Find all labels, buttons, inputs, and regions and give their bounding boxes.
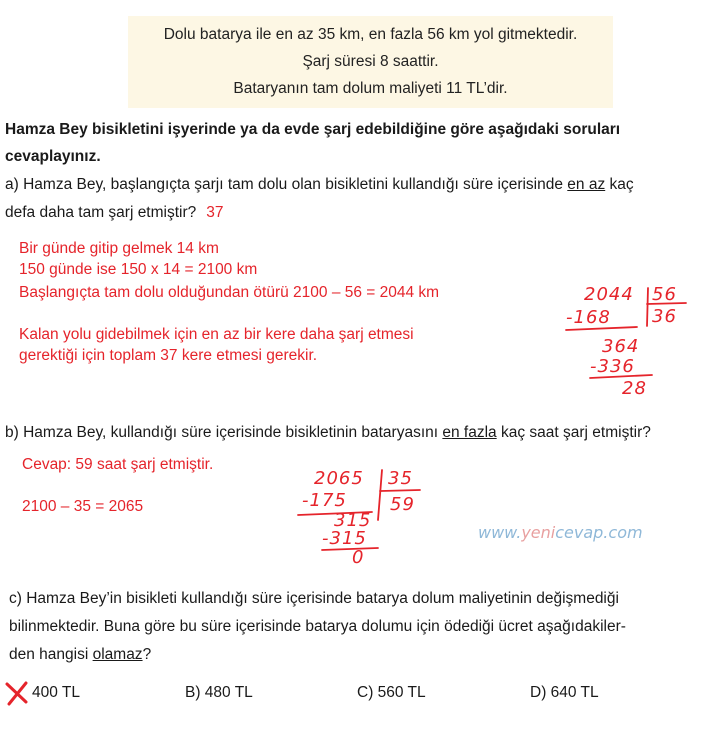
question-a-answer: 37 [206, 204, 224, 221]
div-a-quotient-line [647, 303, 686, 304]
div-b-divisor: 35 [388, 468, 413, 489]
div-b-quotient: 59 [390, 494, 415, 515]
div-b-vertical-line [378, 470, 382, 520]
option-d[interactable]: D) 640 TL [530, 684, 599, 701]
note-line-2: gerektiği için toplam 37 kere etmesi gerekir. [19, 347, 318, 364]
watermark-part-1: www. [478, 523, 522, 542]
intro-line-1: Hamza Bey bisikletini işyerinde ya da evde şarj edebildiğine göre aşağıdaki soruları [5, 121, 621, 138]
div-b-quotient-line [380, 490, 420, 491]
div-b-dividend: 2065 [314, 468, 364, 489]
question-c-line-3 [9, 646, 151, 664]
question-c-line-2: bilinmektedir. Buna göre bu süre içerisinde batarya dolumu için ödediği ücret aşağıdakiler- [9, 618, 626, 635]
question-a-underlined: en az [567, 176, 606, 193]
div-b-rem2: 0 [352, 547, 365, 568]
div-a-dividend: 2044 [584, 284, 634, 305]
question-b-answer: Cevap: 59 saat şarj etmiştir. [22, 456, 214, 473]
watermark-part-3: cevap.com [555, 523, 643, 542]
question-c-line-3-prefix: den hangisi [9, 646, 93, 663]
div-a-sub1: -168 [566, 307, 611, 328]
question-c-line-1: c) Hamza Bey’in bisikleti kullandığı süre içerisinde batarya dolum maliyetinin değişmediği [9, 590, 619, 607]
div-b-sub1: -175 [302, 490, 347, 511]
intro-line-2: cevaplayınız. [5, 148, 101, 165]
info-line-cost: Bataryanın tam dolum maliyeti 11 TL’dir. [233, 80, 508, 97]
option-b[interactable]: B) 480 TL [185, 684, 253, 701]
div-a-rem1: 364 [602, 336, 640, 357]
div-a-sub1-line [566, 327, 637, 330]
question-c-line-3-suffix: ? [142, 646, 152, 663]
question-b-prefix: b) Hamza Bey, kullandığı süre içerisinde bisikletinin bataryasını [5, 424, 443, 441]
div-b-sub2: -315 [322, 528, 367, 549]
div-a-sub2: -336 [590, 356, 635, 377]
question-b-underlined: en fazla [442, 424, 497, 441]
work-line-1: Bir günde gitip gelmek 14 km [19, 240, 219, 257]
work-line-3: Başlangıçta tam dolu olduğundan ötürü 2100 – 56 = 2044 km [19, 284, 440, 301]
div-a-vertical-line [647, 288, 648, 326]
div-a-divisor: 56 [652, 284, 677, 305]
info-line-charge-time: Şarj süresi 8 saattir. [302, 53, 439, 70]
question-a-suffix: kaç [605, 176, 634, 193]
div-a-sub2-line [590, 375, 652, 378]
question-a-text: defa daha tam şarj etmiştir? [5, 204, 197, 221]
div-a-quotient: 36 [652, 306, 677, 327]
watermark [478, 523, 643, 542]
watermark-part-2: yeni [521, 523, 556, 542]
work-line-2: 150 günde ise 150 x 14 = 2100 km [19, 261, 258, 278]
question-c-underlined: olamaz [92, 646, 143, 663]
question-a-prefix: a) Hamza Bey, başlangıçta şarjı tam dolu olan bisikletini kullandığı süre içerisinde [5, 176, 568, 193]
question-b-suffix: kaç saat şarj etmiştir? [496, 424, 651, 441]
div-b-rem1: 315 [334, 510, 372, 531]
div-b-sub2-line [322, 548, 378, 550]
div-a-rem2: 28 [622, 378, 647, 399]
div-b-sub1-line [298, 512, 372, 515]
note-line-1: Kalan yolu gidebilmek için en az bir kere daha şarj etmesi [19, 326, 414, 343]
question-b-calc: 2100 – 35 = 2065 [22, 498, 144, 515]
info-line-range: Dolu batarya ile en az 35 km, en fazla 56 km yol gitmektedir. [163, 26, 578, 43]
option-a[interactable]: 400 TL [32, 684, 80, 701]
option-c[interactable]: C) 560 TL [357, 684, 426, 701]
